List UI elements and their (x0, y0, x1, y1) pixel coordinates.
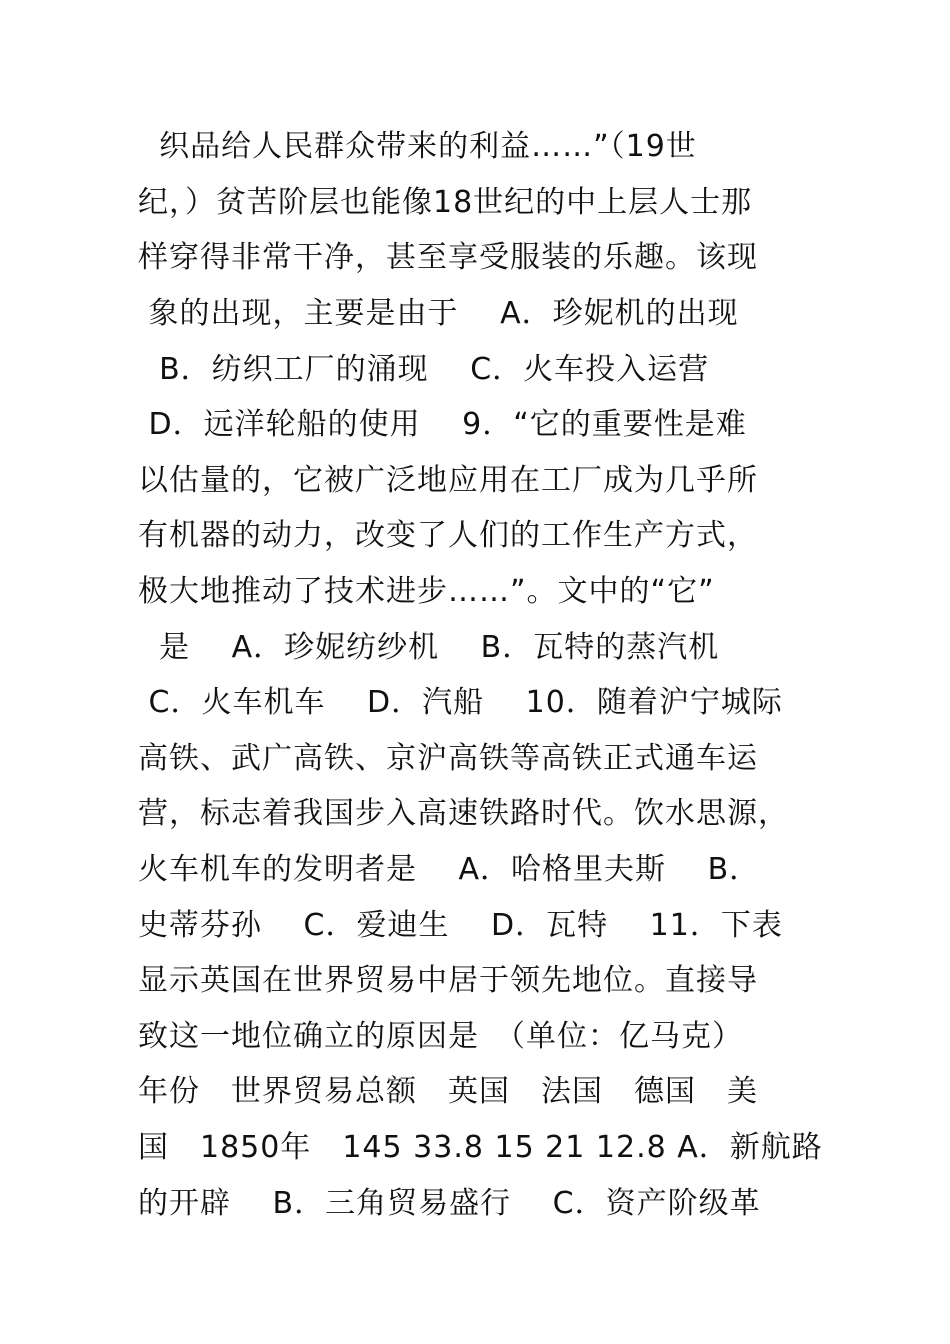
text-line: 显示英国在世界贸易中居于领先地位。直接导 (138, 963, 758, 998)
text-line: 象的出现，主要是由于 A．珍妮机的出现 (138, 296, 739, 331)
text-line: 国 1850年 145 33.8 15 21 12.8 A．新航路 (138, 1130, 823, 1165)
text-line: B．纺织工厂的涌现 C．火车投入运营 (138, 352, 710, 387)
text-line: 高铁、武广高铁、京沪高铁等高铁正式通车运 (138, 741, 758, 776)
text-line: 营，标志着我国步入高速铁路时代。饮水思源， (138, 796, 789, 831)
text-line: 的开辟 B．三角贸易盛行 C．资产阶级革 (138, 1186, 761, 1221)
text-line: 纪，）贫苦阶层也能像18世纪的中上层人士那 (138, 185, 753, 220)
text-line: 年份 世界贸易总额 英国 法国 德国 美 (138, 1074, 758, 1109)
text-line: 织品给人民群众带来的利益……”（19世 (138, 129, 697, 164)
text-line: 以估量的，它被广泛地应用在工厂成为几乎所 (138, 463, 758, 498)
text-line: 极大地推动了技术进步……”。文中的“它” (138, 574, 715, 609)
text-line: 有机器的动力，改变了人们的工作生产方式， (138, 518, 758, 553)
text-line: 火车机车的发明者是 A．哈格里夫斯 B． (138, 852, 761, 887)
text-line: D．远洋轮船的使用 9．“它的重要性是难 (138, 407, 747, 442)
text-line: 致这一地位确立的原因是 （单位：亿马克） (138, 1019, 743, 1054)
text-line: 史蒂芬孙 C．爱迪生 D．瓦特 11．下表 (138, 908, 783, 943)
text-line: 是 A．珍妮纺纱机 B．瓦特的蒸汽机 (138, 630, 720, 665)
text-line: 样穿得非常干净，甚至享受服装的乐趣。该现 (138, 240, 758, 275)
text-line: C．火车机车 D．汽船 10．随着沪宁城际 (138, 685, 783, 720)
